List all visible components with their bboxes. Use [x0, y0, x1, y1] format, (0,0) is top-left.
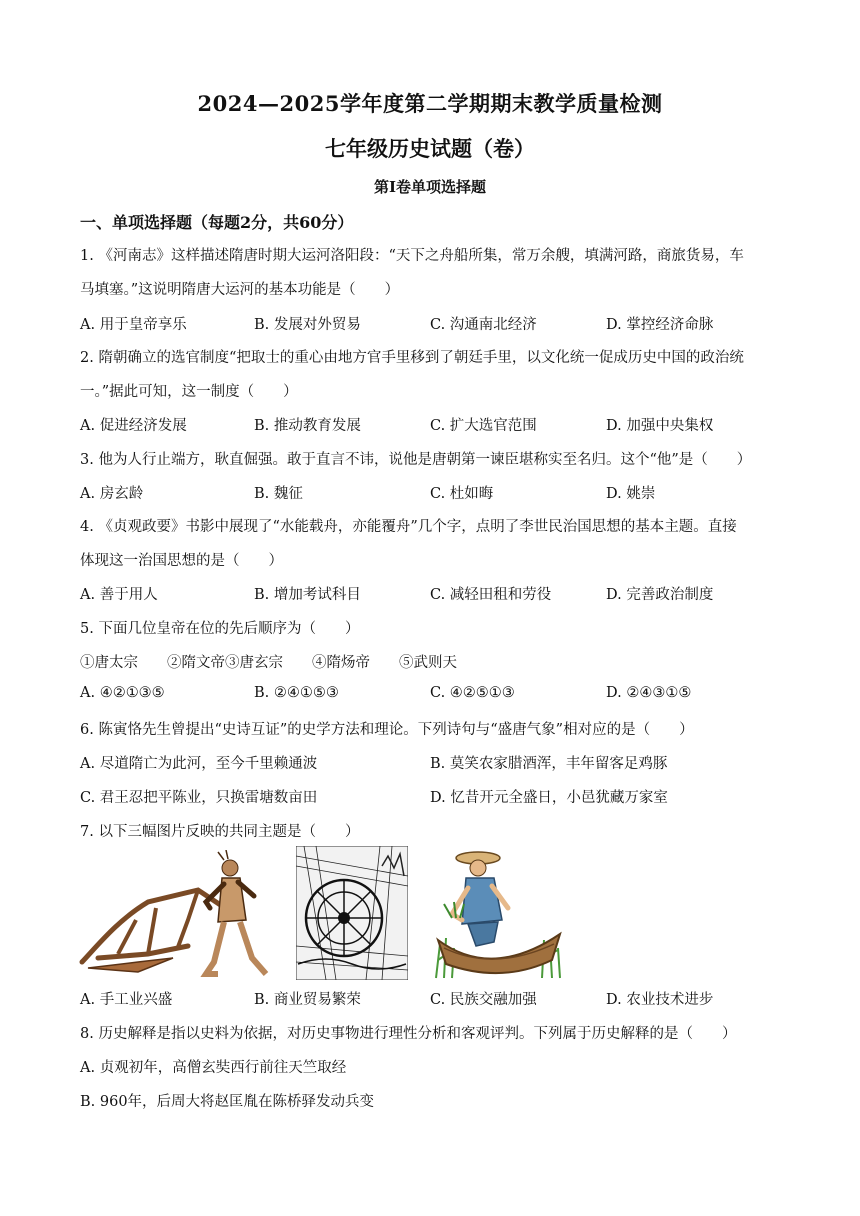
section-heading: 一、单项选择题（每题2分，共60分） — [80, 213, 354, 232]
waterwheel-illustration — [296, 846, 408, 980]
plow-illustration — [78, 850, 274, 978]
question-5-stem-line-2: ①唐太宗 ②隋文帝③唐玄宗 ④隋炀帝 ⑤武则天 — [80, 655, 457, 671]
question-7-stem-line-1: 7. 以下三幅图片反映的共同主题是（ ） — [80, 824, 360, 840]
question-5-option-b[interactable]: B. ②④①⑤③ — [254, 685, 339, 701]
question-3-stem-line-1: 3. 他为人行止端方，耿直倔强。敢于直言不讳，说他是唐朝第一谏臣堪称实至名归。这个“他”是（ ） — [80, 452, 752, 468]
exam-subtitle: 七年级历史试题（卷） — [325, 136, 535, 161]
question-2-option-d[interactable]: D. 加强中央集权 — [606, 418, 714, 434]
question-8-option-a[interactable]: A. 贞观初年，高僧玄奘西行前往天竺取经 — [80, 1060, 347, 1076]
question-5-option-d[interactable]: D. ②④③①⑤ — [606, 685, 692, 701]
question-2-option-a[interactable]: A. 促进经济发展 — [80, 418, 187, 434]
question-5-option-c[interactable]: C. ④②⑤①③ — [430, 685, 515, 701]
question-4-option-a[interactable]: A. 善于用人 — [80, 587, 158, 603]
question-6-option-b[interactable]: B. 莫笑农家腊酒浑，丰年留客足鸡豚 — [430, 756, 668, 772]
question-6-option-d[interactable]: D. 忆昔开元全盛日，小邑犹藏万家室 — [430, 790, 668, 806]
exam-title: 2024—2025学年度第二学期期末教学质量检测 — [197, 91, 663, 116]
question-3-option-a[interactable]: A. 房玄龄 — [80, 486, 144, 502]
question-4-option-c[interactable]: C. 减轻田租和劳役 — [430, 587, 552, 603]
question-4-option-d[interactable]: D. 完善政治制度 — [606, 587, 714, 603]
question-2-option-b[interactable]: B. 推动教育发展 — [254, 418, 361, 434]
question-1-option-b[interactable]: B. 发展对外贸易 — [254, 317, 361, 333]
question-5-option-a[interactable]: A. ④②①③⑤ — [80, 685, 165, 701]
question-1-stem-line-2: 马填塞。”这说明隋唐大运河的基本功能是（ ） — [80, 282, 400, 298]
question-8-stem-line-1: 8. 历史解释是指以史料为依据，对历史事物进行理性分析和客观评判。下列属于历史解释的是（ ） — [80, 1026, 737, 1042]
question-3-option-c[interactable]: C. 杜如晦 — [430, 486, 494, 502]
question-7-option-a[interactable]: A. 手工业兴盛 — [80, 992, 173, 1008]
question-7-option-d[interactable]: D. 农业技术进步 — [606, 992, 714, 1008]
question-2-option-c[interactable]: C. 扩大选官范围 — [430, 418, 537, 434]
question-6-option-c[interactable]: C. 君王忍把平陈业，只换雷塘数亩田 — [80, 790, 318, 806]
question-6-option-a[interactable]: A. 尽道隋亡为此河，至今千里赖通波 — [80, 756, 318, 772]
question-5-stem-line-1: 5. 下面几位皇帝在位的先后顺序为（ ） — [80, 621, 360, 637]
question-2-stem-line-1: 2. 隋朝确立的选官制度“把取士的重心由地方官手里移到了朝廷手里，以文化统一促成历史中国的政治统 — [80, 350, 744, 366]
question-1-option-d[interactable]: D. 掌控经济命脉 — [606, 317, 714, 333]
question-8-option-b[interactable]: B. 960年，后周大将赵匡胤在陈桥驿发动兵变 — [80, 1094, 375, 1110]
question-3-option-d[interactable]: D. 姚崇 — [606, 486, 656, 502]
question-7-option-b[interactable]: B. 商业贸易繁荣 — [254, 992, 361, 1008]
question-1-option-a[interactable]: A. 用于皇帝享乐 — [80, 317, 187, 333]
question-7-option-c[interactable]: C. 民族交融加强 — [430, 992, 537, 1008]
question-2-stem-line-2: 一。”据此可知，这一制度（ ） — [80, 384, 298, 400]
question-4-option-b[interactable]: B. 增加考试科目 — [254, 587, 361, 603]
question-3-option-b[interactable]: B. 魏征 — [254, 486, 303, 502]
question-6-stem-line-1: 6. 陈寅恪先生曾提出“史诗互证”的史学方法和理论。下列诗句与“盛唐气象”相对应的是（ ） — [80, 722, 694, 738]
part-heading: 第Ⅰ卷单项选择题 — [373, 178, 487, 196]
question-1-stem-line-1: 1. 《河南志》这样描述隋唐时期大运河洛阳段：“天下之舟船所集，常万余艘，填满河路，商旅货易，车 — [80, 248, 744, 264]
question-4-stem-line-1: 4. 《贞观政要》书影中展现了“水能载舟，亦能覆舟”几个字，点明了李世民治国思想的基本主题。直接 — [80, 519, 737, 535]
question-1-option-c[interactable]: C. 沟通南北经济 — [430, 317, 537, 333]
boat-seedling-illustration — [432, 848, 564, 980]
question-4-stem-line-2: 体现这一治国思想的是（ ） — [80, 553, 283, 569]
